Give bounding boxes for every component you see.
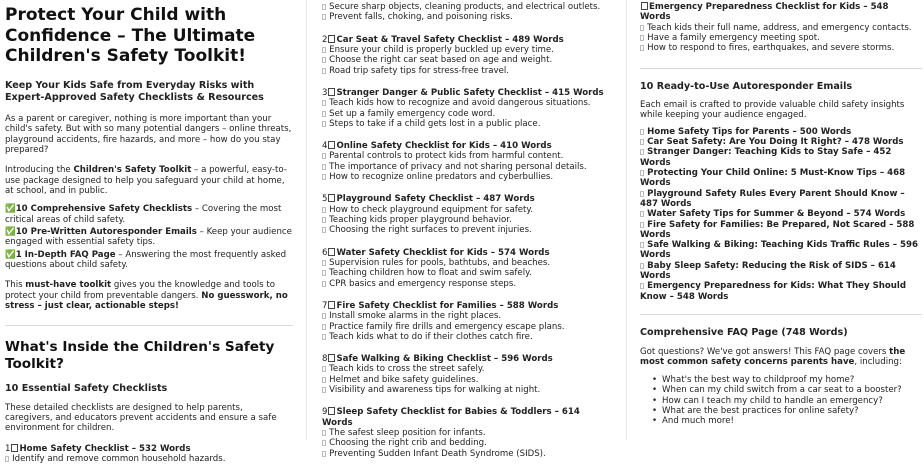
feature-title: 10 Comprehensive Safety Checklists (15, 204, 193, 215)
checklist-title (322, 248, 613, 258)
faq-item: • How can I teach my child to handle an emergency? (652, 396, 922, 406)
email-item: ▯ Fire Safety for Families: Be Prepared, Not Scared – 588 Words (640, 220, 922, 241)
list-item: ▯ Secure sharp objects, cleaning products, and electrical outlets. (322, 2, 613, 12)
list-item: ▯ Prevent falls, choking, and poisoning risks. (322, 12, 613, 22)
checklist-number: 5 (322, 194, 328, 205)
email-item: ▯ Protecting Your Child Online: 5 Must-Know Tips – 468 Words (640, 168, 922, 189)
checklist-title (322, 88, 613, 98)
column-1 (5, 0, 293, 464)
emails-heading: 10 Ready-to-Use Autoresponder Emails (640, 80, 853, 92)
checklists-description: These detailed checklists are designed to help parents, caregivers, and educators prevent accidents and ensure a safe environment for children. (5, 402, 277, 434)
list-item: ▯ How to recognize online predators and cyberbullies. (322, 172, 613, 182)
checkbox-icon (328, 407, 335, 415)
faq-description (640, 347, 922, 368)
toolkit-name: Children's Safety Toolkit (73, 165, 192, 176)
checklist-title (322, 354, 613, 364)
checklist-number: 1 (5, 443, 11, 454)
feature-item (5, 250, 293, 271)
checklist-number: 9 (322, 407, 328, 418)
check-icon: ✅ (5, 226, 16, 237)
checkbox-icon (641, 2, 648, 10)
faq-item: • When can my child switch from a car seat to a booster? (652, 385, 922, 395)
check-icon: ✅ (5, 204, 16, 215)
email-item: ▯ Water Safety Tips for Summer & Beyond – 574 Words (640, 209, 922, 219)
list-item: ▯ How to respond to fires, earthquakes, and severe storms. (640, 43, 922, 53)
checkbox-icon (328, 88, 335, 96)
checklist-section (322, 194, 613, 235)
faq-heading: Comprehensive FAQ Page (748 Words) (640, 327, 848, 338)
inside-heading: What's Inside the Children's Safety Toolkit? (5, 339, 275, 372)
list-item: ▯ The safest sleep position for infants. (322, 428, 613, 438)
list-item: ▯ Road trip safety tips for stress-free travel. (322, 66, 613, 76)
list-item: ▯ Teaching children how to float and swim safely. (322, 268, 613, 278)
column-divider (306, 0, 307, 440)
list-item: ▯ Choosing the right surfaces to prevent injuries. (322, 225, 613, 235)
checklist-title (640, 2, 922, 23)
list-item: ▯ Identify and remove common household hazards. (5, 454, 293, 464)
faq-item: • What's the best way to childproof my home? (652, 375, 922, 385)
checklist-title (322, 141, 613, 151)
checklist-title (5, 444, 293, 454)
checklist-title-text: Fire Safety Checklist for Families – 588 Words (336, 300, 559, 311)
list-item: ▯ Practice family fire drills and emergency escape plans. (322, 322, 613, 332)
email-item: ▯ Car Seat Safety: Are You Doing It Right? – 478 Words (640, 137, 922, 147)
checklist-title-text: Car Seat & Travel Safety Checklist – 489 Words (336, 34, 564, 45)
checklist-number: 2 (322, 34, 328, 45)
checklist-title (322, 35, 613, 45)
checklist-section (322, 88, 613, 129)
checkbox-icon (328, 194, 335, 202)
faq-list (652, 375, 922, 427)
email-item: ▯ Safe Walking & Biking: Teaching Kids Traffic Rules – 596 Words (640, 240, 922, 261)
page-title: Protect Your Child with Confidence – The Ultimate Children's Safety Toolkit! (5, 5, 256, 67)
closing-paragraph (5, 280, 293, 311)
text-fragment: Introducing the (5, 165, 74, 176)
checklist-section (322, 35, 613, 76)
feature-title: 1 In-Depth FAQ Page (15, 249, 116, 260)
emails-description: Each email is crafted to provide valuable child safety insights while keeping your audience engaged. (640, 100, 905, 121)
checklist-title (322, 301, 613, 311)
text-fragment: gives you the knowledge and tools to protect your child from preventable dangers. (5, 280, 275, 301)
checkbox-icon (328, 35, 335, 43)
feature-text: – Answering the most frequently asked questions about child safety. (5, 249, 287, 270)
feature-item (5, 227, 293, 248)
checklist-number: 8 (322, 354, 328, 365)
column-3 (640, 0, 922, 440)
faq-item: • And much more! (652, 416, 922, 426)
list-item: ▯ Ensure your child is properly buckled up every time. (322, 45, 613, 55)
feature-title: 10 Pre-Written Autoresponder Emails (15, 226, 197, 237)
text-fragment: – a powerful, easy-to-use package designed to help you safeguard your child at home, at school, and in public. (5, 165, 287, 197)
checklist-title-text: Sleep Safety Checklist for Babies & Toddlers – 614 Words (322, 407, 580, 428)
checklist-title-text: Water Safety Checklist for Kids – 574 Words (336, 247, 550, 258)
email-item: ▯ Home Safety Tips for Parents – 500 Words (640, 127, 922, 137)
text-fragment: Got questions? We've got answers! This FAQ page covers (640, 346, 890, 357)
feature-list (5, 204, 293, 270)
column-2 (322, 0, 613, 459)
list-item: ▯ Choose the right car seat based on age and weight. (322, 55, 613, 65)
list-item: ▯ Have a family emergency meeting spot. (640, 33, 922, 43)
intro-toolkit-paragraph (5, 165, 293, 196)
email-item: ▯ Emergency Preparedness for Kids: What They Should Know – 548 Words (640, 281, 922, 302)
list-item: ▯ Preventing Sudden Infant Death Syndrome (SIDS). (322, 449, 613, 459)
email-item: ▯ Playground Safety Rules Every Parent Should Know – 487 Words (640, 189, 922, 210)
email-item: ▯ Baby Sleep Safety: Reducing the Risk of SIDS – 614 Words (640, 261, 922, 282)
checklist-section (322, 301, 613, 342)
checklist-title-text: Playground Safety Checklist – 487 Words (336, 194, 535, 205)
column-divider (626, 0, 627, 440)
checklist-number: 7 (322, 300, 328, 311)
emphasis-text: the most common safety concerns parents have (640, 346, 906, 367)
emphasis-text: must-have toolkit (25, 280, 112, 291)
list-item: ▯ Choosing the right crib and bedding. (322, 438, 613, 448)
checklist-section-continued (322, 2, 613, 23)
intro-paragraph: As a parent or caregiver, nothing is more important than your child's safety. But with so many potential dangers – online threats, playground accidents, fire hazards, and more – how do you stay prepared? (5, 114, 292, 156)
checkbox-icon (328, 248, 335, 256)
checkbox-icon (328, 354, 335, 362)
text-fragment: , including: (854, 356, 902, 367)
checklist-number: 6 (322, 247, 328, 258)
feature-item (5, 204, 293, 225)
list-item: ▯ Parental controls to protect kids from harmful content. (322, 151, 613, 161)
list-item: ▯ Teaching kids proper playground behavior. (322, 215, 613, 225)
intro-subheading: Keep Your Kids Safe from Everyday Risks with Expert-Approved Safety Checklists & Resources (5, 80, 264, 104)
list-item: ▯ Teach kids their full name, address, and emergency contacts. (640, 23, 922, 33)
feature-text: – Keep your audience engaged with essential safety tips. (5, 226, 292, 248)
checklists-subheading: 10 Essential Safety Checklists (5, 383, 168, 395)
checkbox-icon (328, 141, 335, 149)
feature-text: – Covering the most critical areas of child safety. (5, 204, 282, 225)
list-item: ▯ Teach kids what to do if their clothes catch fire. (322, 332, 613, 342)
checklist-title (322, 194, 613, 204)
checklist-title-text: Stranger Danger & Public Safety Checklist – 415 Words (336, 87, 604, 98)
checklist-section (322, 141, 613, 182)
list-item: ▯ Steps to take if a child gets lost in a public place. (322, 119, 613, 129)
list-item: ▯ Install smoke alarms in the right places. (322, 311, 613, 321)
list-item: ▯ Set up a family emergency code word. (322, 109, 613, 119)
checklist-section (640, 2, 922, 54)
text-fragment: This (5, 280, 26, 291)
list-item: ▯ How to check playground equipment for safety. (322, 205, 613, 215)
checkbox-icon (11, 444, 18, 452)
checkbox-icon (328, 301, 335, 309)
checklist-title-text: Safe Walking & Biking Checklist – 596 Words (336, 354, 553, 365)
list-item: ▯ The importance of privacy and not sharing personal details. (322, 162, 613, 172)
faq-item: • What are the best practices for online safety? (652, 406, 922, 416)
checklist-title (322, 407, 613, 428)
list-item: ▯ Helmet and bike safety guidelines. (322, 375, 613, 385)
checklist-title-text: Emergency Preparedness Checklist for Kids – 548 Words (640, 2, 889, 23)
check-icon: ✅ (5, 249, 16, 260)
checklist-number: 3 (322, 87, 328, 98)
list-item: ▯ Teach kids how to recognize and avoid dangerous situations. (322, 98, 613, 108)
list-item: ▯ Teach kids to cross the street safely. (322, 364, 613, 374)
list-item: ▯ Supervision rules for pools, bathtubs, and beaches. (322, 258, 613, 268)
section-divider (640, 68, 922, 69)
list-item: ▯ Visibility and awareness tips for walking at night. (322, 385, 613, 395)
checklist-section (322, 407, 613, 459)
email-list (640, 127, 922, 302)
email-item: ▯ Stranger Danger: Teaching Kids to Stay Safe – 452 Words (640, 147, 922, 168)
checklist-title-text: Online Safety Checklist for Kids – 410 Words (336, 141, 552, 152)
list-item: ▯ CPR basics and emergency response steps. (322, 279, 613, 289)
section-divider (640, 314, 922, 315)
checklist-section (322, 248, 613, 289)
checklist-number: 4 (322, 141, 328, 152)
checklist-section (322, 354, 613, 395)
section-divider (5, 325, 293, 326)
checklist-section (5, 444, 293, 464)
checklist-title-text: Home Safety Checklist – 532 Words (19, 443, 191, 454)
emphasis-text: No guesswork, no stress – just clear, actionable steps! (5, 290, 288, 311)
